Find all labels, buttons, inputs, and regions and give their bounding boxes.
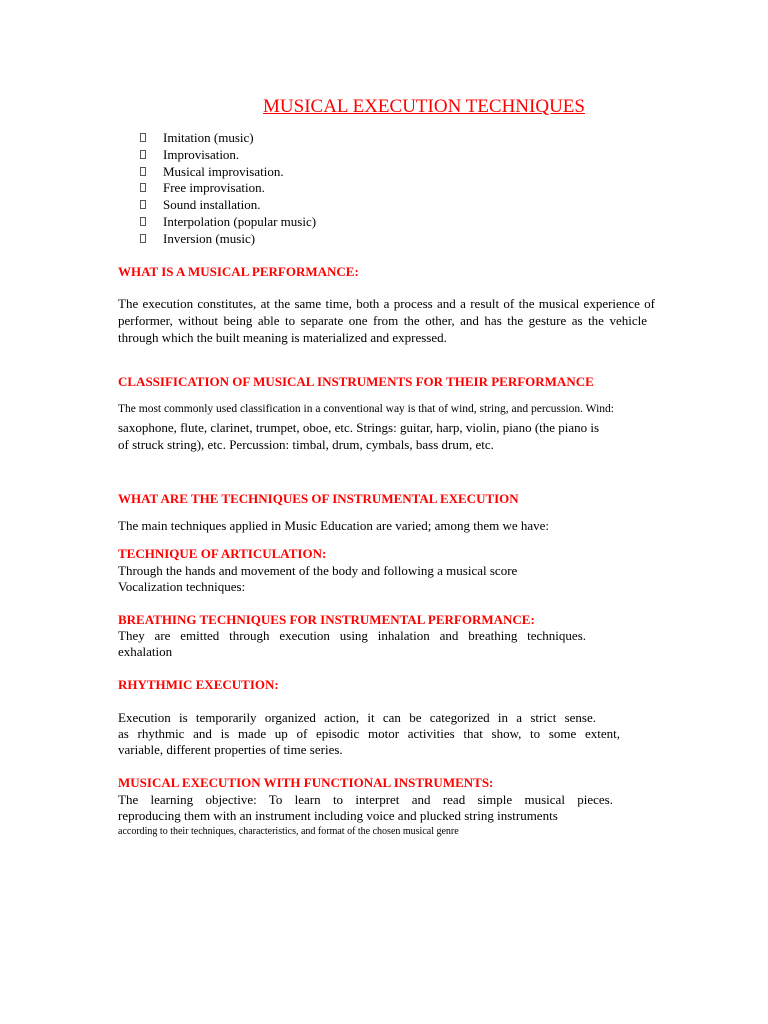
list-item [140,231,316,248]
missing-glyph-box-icon [140,234,146,243]
paragraph-line: as rhythmic and is made up of episodic motor activities that show, to some extent, [118,726,620,741]
paragraph-line: reproducing them with an instrument including voice and plucked string instruments [118,808,558,823]
list-item-label: Improvisation. [163,146,240,162]
missing-glyph-box-icon [140,133,146,142]
paragraph-line: Vocalization techniques: [118,579,246,594]
list-item [140,147,316,164]
technique-bullet-list [140,130,316,248]
list-item-label: Free improvisation. [163,180,265,196]
section-heading-rhythmic: RHYTHMIC EXECUTION: [118,677,279,692]
section-heading-breathing: BREATHING TECHNIQUES FOR INSTRUMENTAL PERFORMANCE: [118,612,535,627]
missing-glyph-box-icon [140,150,146,159]
list-item-label: Interpolation (popular music) [163,213,317,229]
list-item [140,214,316,231]
paragraph-line: The learning objective: To learn to interpret and read simple musical pieces. [118,792,613,807]
list-item-label: Imitation (music) [163,130,254,145]
paragraph-line: The execution constitutes, at the same time, both a process and a result of the musical experience of [118,296,655,311]
paragraph-line: according to their techniques, characteristics, and format of the chosen musical genre [118,826,459,837]
list-item-label: Musical improvisation. [163,163,284,179]
paragraph-line: variable, different properties of time series. [118,742,343,757]
list-item-label: Inversion (music) [163,230,256,246]
paragraph-line: performer, without being able to separate one from the other, and has the gesture as the vehicle [118,313,647,328]
list-item [140,164,316,181]
list-item-label: Sound installation. [163,197,261,213]
paragraph-line: saxophone, flute, clarinet, trumpet, oboe, etc. Strings: guitar, harp, violin, piano (the piano is [118,420,600,435]
section-heading-classification: CLASSIFICATION OF MUSICAL INSTRUMENTS FOR THEIR PERFORMANCE [118,374,594,389]
document-title: MUSICAL EXECUTION TECHNIQUES [263,96,585,117]
list-item [140,197,316,214]
paragraph-line: The main techniques applied in Music Education are varied; among them we have: [118,518,550,533]
paragraph-line: The most commonly used classification in a conventional way is that of wind, string, and percussion. Wind: [118,403,614,415]
paragraph-line: Execution is temporarily organized action, it can be categorized in a strict sense. [118,710,596,725]
paragraph-line: Through the hands and movement of the body and following a musical score [118,563,518,578]
paragraph-line: They are emitted through execution using inhalation and breathing techniques. [118,628,586,643]
list-item [140,180,316,197]
paragraph-line: exhalation [118,644,173,659]
section-heading-techniques: WHAT ARE THE TECHNIQUES OF INSTRUMENTAL EXECUTION [118,491,519,506]
missing-glyph-box-icon [140,217,146,226]
missing-glyph-box-icon [140,183,146,192]
missing-glyph-box-icon [140,167,146,176]
missing-glyph-box-icon [140,200,146,209]
section-heading-performance: WHAT IS A MUSICAL PERFORMANCE: [118,264,359,279]
section-heading-articulation: TECHNIQUE OF ARTICULATION: [118,546,327,561]
list-item [140,130,316,147]
paragraph-line: through which the built meaning is materialized and expressed. [118,330,447,345]
paragraph-line: of struck string), etc. Percussion: timbal, drum, cymbals, bass drum, etc. [118,437,494,452]
section-heading-functional: MUSICAL EXECUTION WITH FUNCTIONAL INSTRUMENTS: [118,775,494,790]
